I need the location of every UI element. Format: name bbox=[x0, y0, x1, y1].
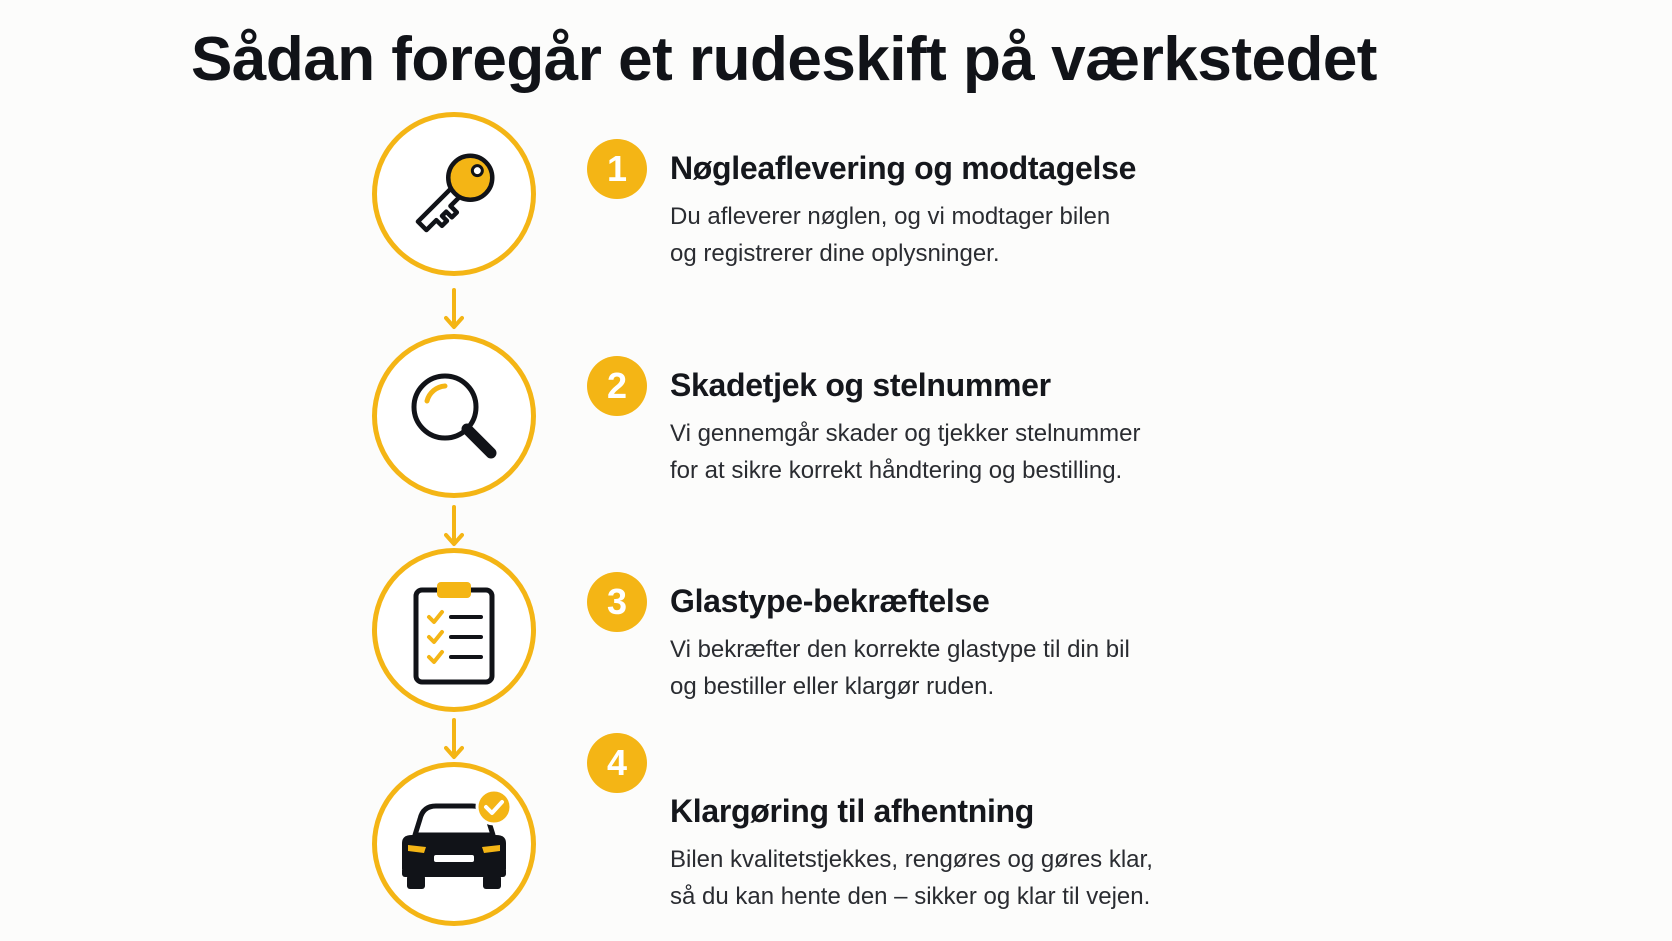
step-4-title: Klargøring til afhentning bbox=[670, 793, 1035, 829]
step-1-icon-circle bbox=[372, 112, 536, 276]
step-3-description-line-1: Vi bekræfter den korrekte glastype til din bil bbox=[670, 636, 1130, 663]
step-1-description bbox=[670, 198, 1110, 272]
step-1-description-line-1: Du afleverer nøglen, og vi modtager bilen bbox=[670, 203, 1111, 230]
step-4-description bbox=[670, 841, 1153, 915]
step-2-description bbox=[670, 415, 1140, 489]
key-icon bbox=[399, 139, 509, 249]
step-1-title: Nøgleaflevering og modtagelse bbox=[670, 150, 1137, 186]
step-3-description-line-2: og bestiller eller klargør ruden. bbox=[670, 673, 995, 700]
step-1-number-badge: 1 bbox=[587, 139, 647, 199]
arrow-down-icon bbox=[444, 288, 464, 332]
arrow-down-icon bbox=[444, 718, 464, 762]
arrow-down-icon bbox=[444, 505, 464, 549]
page-title: Sådan foregår et rudeskift på værkstedet bbox=[191, 25, 1377, 94]
clipboard-checklist-icon bbox=[399, 570, 509, 690]
magnifying-glass-icon bbox=[399, 361, 509, 471]
step-2-number-badge: 2 bbox=[587, 356, 647, 416]
step-3-description bbox=[670, 631, 1130, 705]
step-4-number-badge: 4 bbox=[587, 733, 647, 793]
step-2-description-line-2: for at sikre korrekt håndtering og bestilling. bbox=[670, 457, 1123, 484]
step-1-description-line-2: og registrerer dine oplysninger. bbox=[670, 240, 1000, 267]
step-2-icon-circle bbox=[372, 334, 536, 498]
step-4-description-line-1: Bilen kvalitetstjekkes, rengøres og gøres klar, bbox=[670, 846, 1153, 873]
step-4-description-line-2: så du kan hente den – sikker og klar til vejen. bbox=[670, 883, 1151, 910]
step-2-title: Skadetjek og stelnummer bbox=[670, 367, 1051, 403]
step-3-title: Glastype-bekræftelse bbox=[670, 583, 990, 619]
step-4-icon-circle bbox=[372, 762, 536, 926]
step-3-number-badge: 3 bbox=[587, 572, 647, 632]
step-3-icon-circle bbox=[372, 548, 536, 712]
car-check-icon bbox=[390, 789, 518, 899]
step-2-description-line-1: Vi gennemgår skader og tjekker stelnummer bbox=[670, 420, 1141, 447]
